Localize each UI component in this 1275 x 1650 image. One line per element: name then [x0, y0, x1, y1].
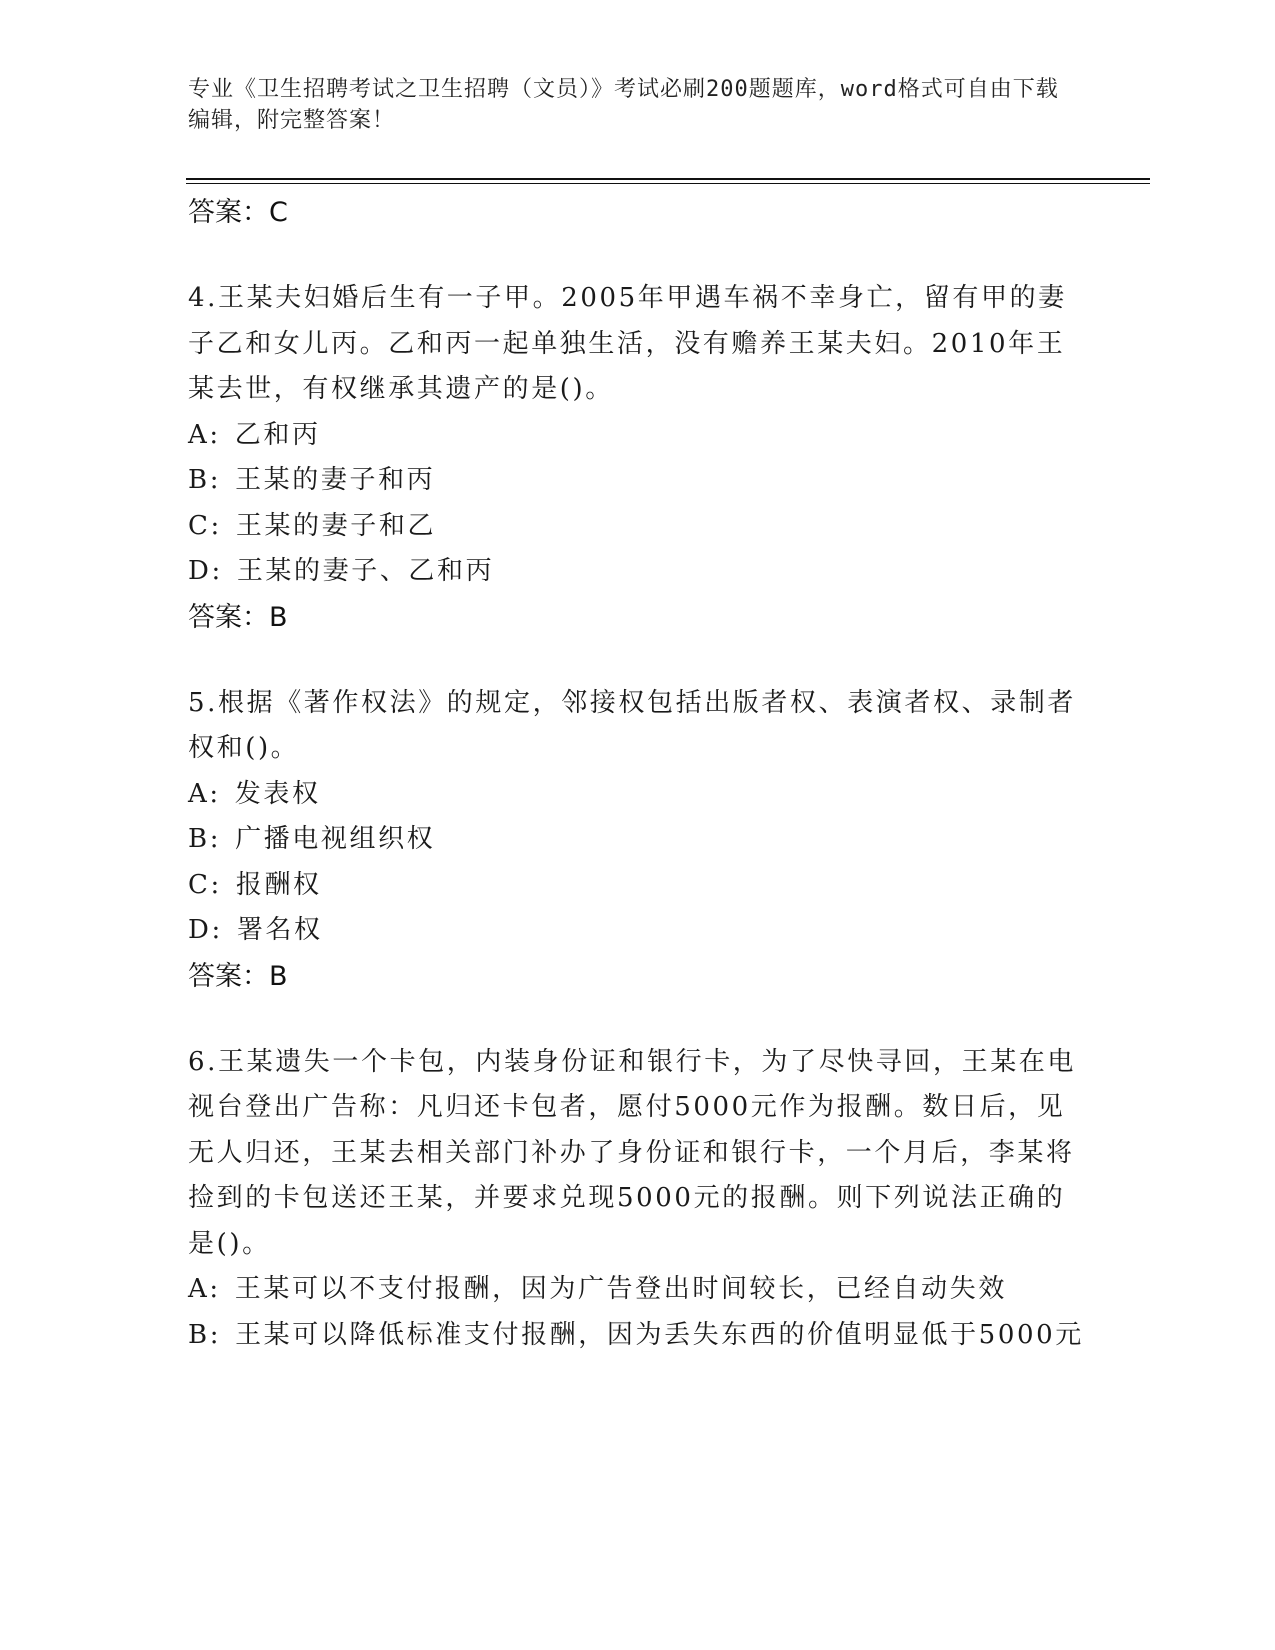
answer-label: 答案：: [188, 197, 269, 228]
answer-label: 答案：: [188, 601, 269, 633]
option-key: C:: [188, 869, 222, 900]
option-text: 报酬权: [235, 869, 322, 900]
option-b: [188, 817, 1088, 863]
option-text: 发表权: [234, 778, 321, 809]
option-a: [188, 772, 1088, 818]
option-text: 王某可以不支付报酬，因为广告登出时间较长，已经自动失效: [234, 1274, 1007, 1304]
question-text: 6.王某遗失一个卡包，内装身份证和银行卡，为了尽快寻回，王某在电视台登出广告称：凡归还卡包者，愿付5000元作为报酬。数日后，见无人归还，王某去相关部门补办了身份证和银行卡，一个月后，李某将捡到的卡包送还王某，并要求兑现5000元的报酬。则下列说法正确的是()。: [188, 1046, 1077, 1259]
header-text: 专业《卫生招聘考试之卫生招聘（文员）》考试必刷200题题库，word格式可自由下载编辑，附完整答案！: [188, 77, 1059, 133]
option-text: 王某的妻子、乙和丙: [236, 556, 495, 586]
answer-value: B: [269, 960, 288, 992]
spacer: [188, 641, 1088, 681]
document-body: [188, 190, 1088, 1358]
question-text: 4.王某夫妇婚后生有一子甲。2005年甲遇车祸不幸身亡，留有甲的妻子乙和女儿丙。乙和丙一起单独生活，没有赡养王某夫妇。2010年王某去世，有权继承其遗产的是()。: [188, 283, 1067, 404]
option-text: 王某的妻子和乙: [235, 510, 437, 541]
option-b: [188, 458, 1088, 504]
spacer: [188, 1000, 1088, 1040]
option-text: 乙和丙: [234, 419, 321, 450]
option-d: [188, 549, 1088, 595]
option-a: [188, 413, 1088, 459]
option-key: A:: [188, 778, 221, 809]
option-d: [188, 908, 1088, 954]
option-text: 署名权: [236, 915, 323, 945]
option-text: 王某可以降低标准支付报酬，因为丢失东西的价值明显低于5000元: [235, 1319, 1084, 1350]
question-answer: [188, 954, 1088, 1000]
question-text: 5.根据《著作权法》的规定，邻接权包括出版者权、表演者权、录制者权和()。: [188, 687, 1077, 763]
question-5: [188, 681, 1088, 1000]
option-b: [188, 1313, 1088, 1359]
option-key: B:: [188, 465, 222, 495]
answer-value: C: [269, 197, 288, 228]
option-key: C:: [188, 510, 222, 541]
header-rule-thick: [186, 178, 1150, 180]
option-key: D:: [188, 556, 223, 586]
question-6: [188, 1040, 1088, 1359]
option-key: A:: [188, 1274, 221, 1304]
option-key: D:: [188, 915, 223, 945]
option-text: 王某的妻子和丙: [235, 465, 436, 495]
header-rule-thin: [186, 183, 1150, 184]
option-c: [188, 863, 1088, 909]
option-text: 广播电视组织权: [235, 824, 436, 854]
document-header: [188, 74, 1068, 136]
option-c: [188, 504, 1088, 550]
option-key: A:: [188, 419, 221, 450]
option-a: [188, 1267, 1088, 1313]
question-answer: [188, 595, 1088, 641]
answer-label: 答案：: [188, 960, 269, 992]
answer-value: B: [269, 601, 288, 633]
question-4: [188, 276, 1088, 641]
previous-answer: [188, 190, 1088, 236]
option-key: B:: [188, 824, 222, 854]
spacer: [188, 236, 1088, 276]
option-key: B:: [188, 1319, 222, 1350]
